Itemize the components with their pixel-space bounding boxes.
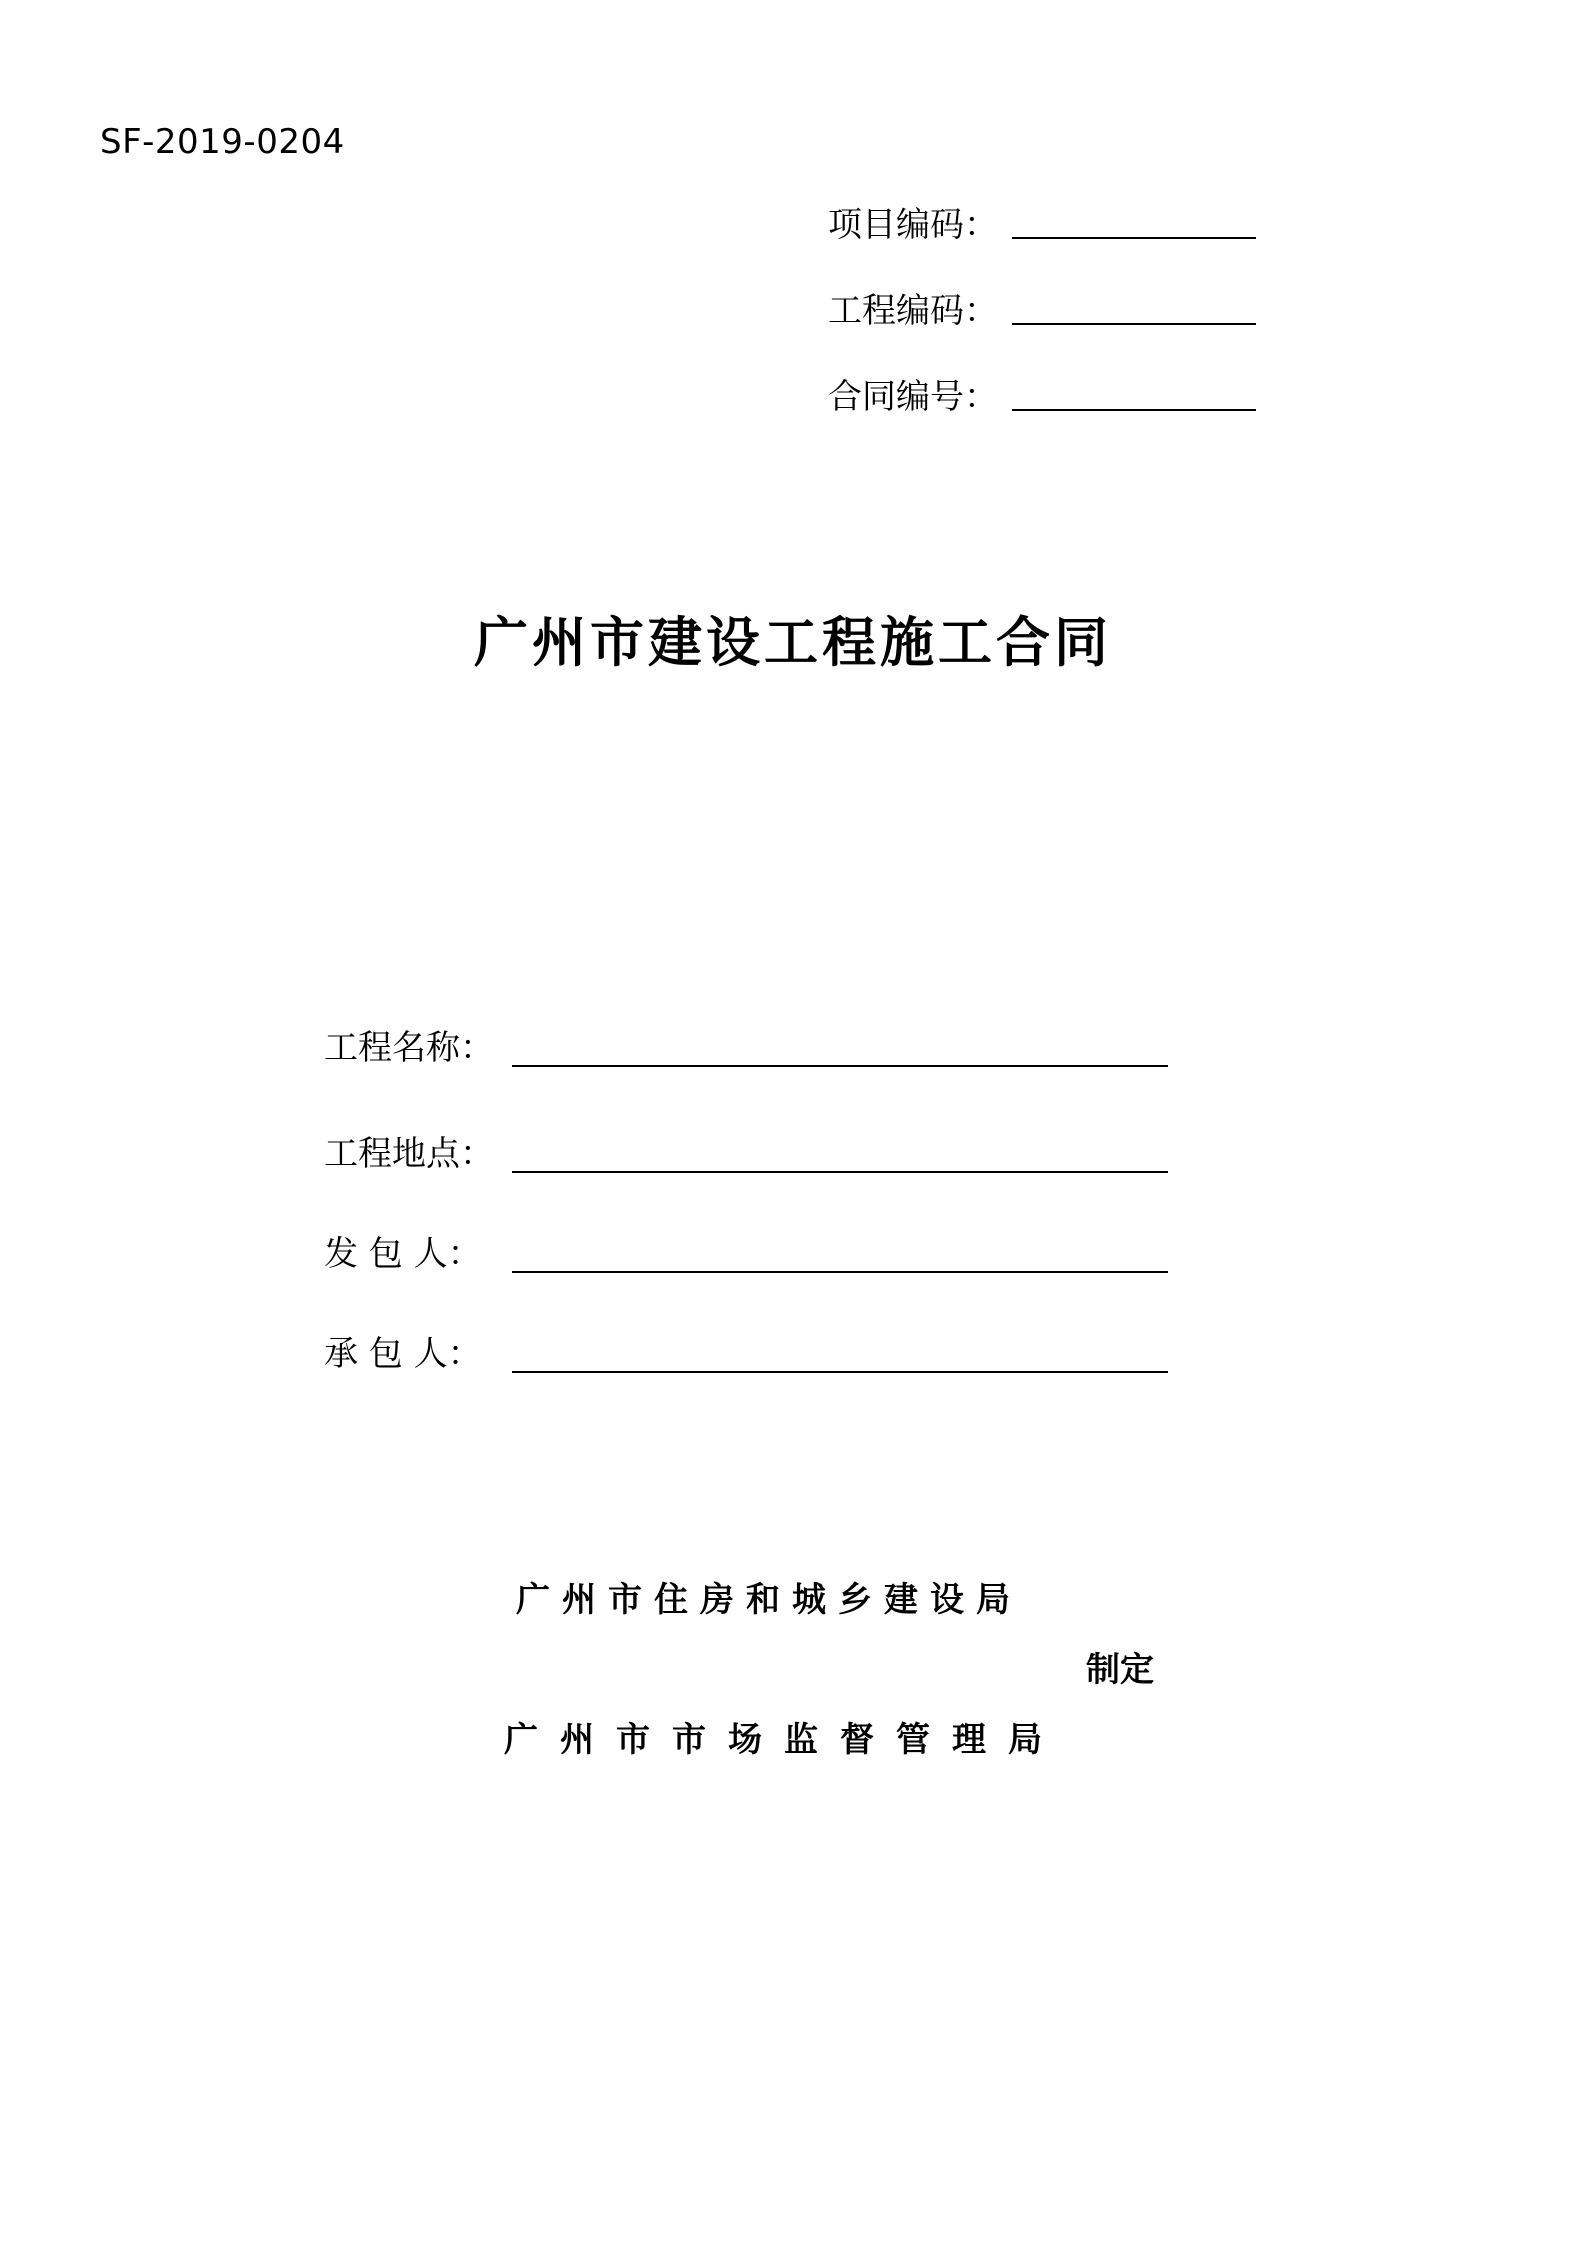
project-name-field[interactable] <box>512 1065 1168 1067</box>
contractor-field[interactable] <box>512 1371 1168 1373</box>
project-code-field[interactable] <box>1012 237 1256 239</box>
contractor-label: 承 包 人： <box>324 1333 482 1374</box>
contract-number-row <box>828 368 1256 418</box>
employer-row <box>324 1222 1168 1278</box>
project-location-field[interactable] <box>512 1171 1168 1173</box>
issuer-market-bureau: 广州市市场监督管理局 <box>504 1720 1064 1760</box>
project-code-label: 项目编码： <box>828 204 998 245</box>
document-code: SF-2019-0204 <box>100 122 345 162</box>
engineering-code-row <box>828 282 1256 332</box>
contract-number-field[interactable] <box>1012 409 1256 411</box>
project-code-row <box>828 196 1256 246</box>
engineering-code-field[interactable] <box>1012 323 1256 325</box>
issuer-housing-bureau: 广州市住房和城乡建设局 <box>516 1580 1022 1620</box>
project-name-row <box>324 1016 1168 1072</box>
contractor-row <box>324 1322 1168 1378</box>
issuer-formulated-note: 制定 <box>1086 1650 1154 1690</box>
document-title: 广州市建设工程施工合同 <box>474 611 1112 674</box>
contract-number-label: 合同编号： <box>828 376 998 417</box>
engineering-code-label: 工程编码： <box>828 290 998 331</box>
project-location-label: 工程地点： <box>324 1133 494 1174</box>
employer-field[interactable] <box>512 1271 1168 1273</box>
employer-label: 发 包 人： <box>324 1233 482 1274</box>
project-name-label: 工程名称： <box>324 1027 494 1068</box>
project-location-row <box>324 1122 1168 1178</box>
